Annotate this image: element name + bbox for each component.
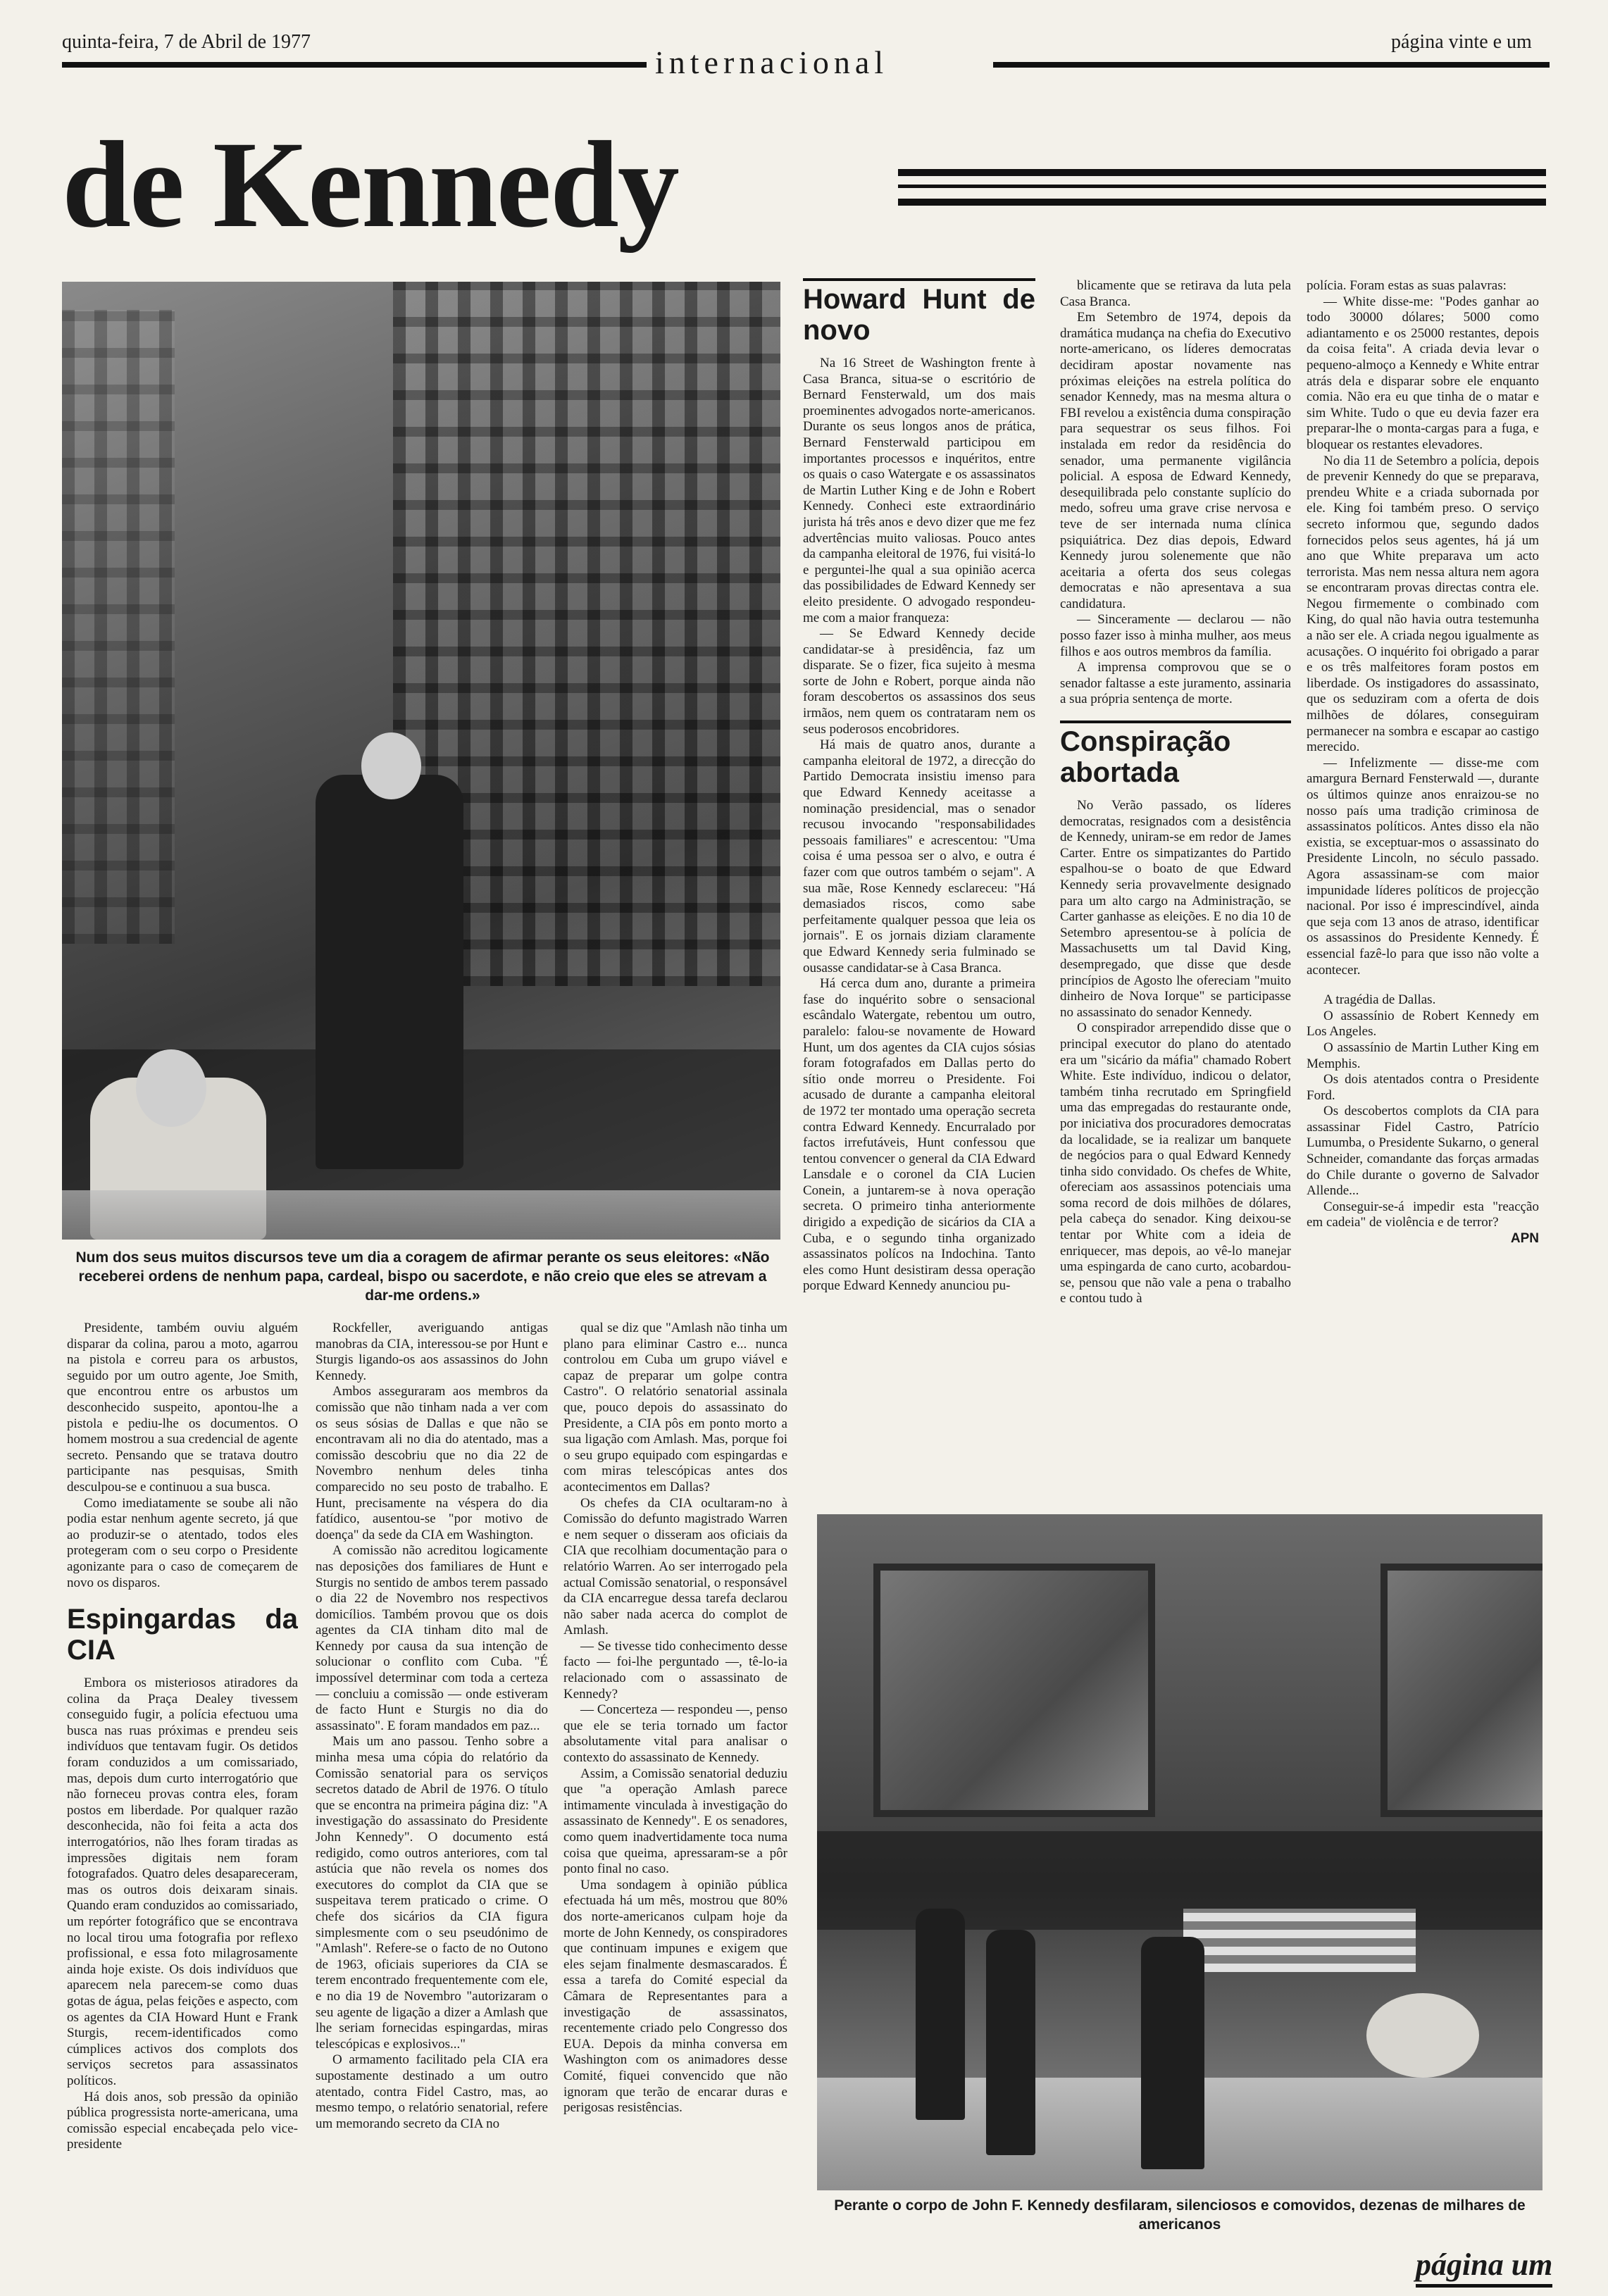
paragraph: Na 16 Street de Washington frente à Casa Branca, situa-se o escritório de Bernard Fensterwald, um dos mais proeminentes advogados norte-americanos. Durante os seus longos anos de prática, Bernard Fensterwald participou em importantes processos e inquéritos, entre os quais o caso Watergate e os assassinatos de Martin Luther King e de John e Robert Kennedy. Conheci este extraordinário jurista há três anos e devo dizer que me fez advertências muito valiosas. Pouco antes da campanha eleitoral de 1976, fui visitá-lo e perguntei-lhe qual a sua opinião acerca das possibilidades de Edward Kennedy ser eleito presidente. O advogado respondeu-me com a maior franqueza:	[803, 356, 1035, 625]
paragraph: A imprensa comprovou que se o senador faltasse a este juramento, assinaria a sua própria sentença de morte.	[1060, 660, 1291, 707]
masthead-date: quinta-feira, 7 de Abril de 1977	[62, 31, 311, 53]
article-column-1	[67, 1321, 298, 2261]
signature: APN	[1510, 1231, 1539, 1247]
headline-rule-2	[898, 185, 1546, 188]
article-column-2	[316, 1321, 548, 2261]
paragraph: Assim, a Comissão senatorial deduziu que "a operação Amlash parece intimamente vinculada à investigação do assassinato de Kennedy". E os senadores, como quem inadvertidamente toca numa coisa que queima, apressaram-se a pôr ponto final no caso.	[563, 1766, 787, 1877]
paragraph: — Sinceramente — declarou — não posso fazer isso à minha mulher, aos meus filhos e aos outros membros da família.	[1060, 612, 1291, 659]
subheading-espingardas: Espingardas da CIA	[67, 1604, 298, 1666]
headline: de Kennedy	[62, 116, 678, 254]
article-column-4	[1060, 278, 1291, 1451]
photo1-caption: Num dos seus muitos discursos teve um dia a coragem de afirmar perante os seus eleitores: «Não receberei ordens de nenhum papa, cardeal, bispo ou sacerdote, e não creio que eles se atrevam a dar-me ordens.»	[75, 1249, 770, 1304]
paragraph: — Infelizmente — disse-me com amargura Bernard Fensterwald —, durante os últimos quinze anos enraizou-se no nosso país uma tradição criminosa de assassinatos políticos. Antes disso ela não existia, se exceptuar-mos o assassinato do Presidente Lincoln, no século passado. Agora assassinam-se com maior impunidade líderes políticos de projecção nacional. Por isso é imprescindível, ainda que seja com 13 anos de atraso, identificar os assassinos do Presidente Kennedy. É essencial fazê-lo para que isso não volte a acontecer.	[1307, 755, 1539, 978]
list-item: O assassínio de Martin Luther King em Memphis.	[1307, 1040, 1539, 1071]
paragraph: qual se diz que "Amlash não tinha um plano para eliminar Castro e... nunca controlou em Cuba um grupo viável e capaz de preparar um golpe contra Castro". O relatório senatorial assinala que, pouco depois do assassinato do Presidente, a CIA pôs em ponto morto a sua ligação com Amlash. Mas, porque foi o seu grupo equipado com espingardas e com miras telescópicas antes dos acontecimentos em Dallas?	[563, 1321, 787, 1495]
list-item: A tragédia de Dallas.	[1323, 992, 1436, 1008]
paragraph: blicamente que se retirava da luta pela Casa Branca.	[1060, 278, 1291, 309]
paragraph: O armamento facilitado pela CIA era supostamente destinado a um outro atentado, contra Fidel Castro, mas, ao mesmo tempo, o relatório senatorial, refere um memorando secreto da CIA no	[316, 2052, 548, 2131]
masthead-page-number: página vinte e um	[1391, 31, 1532, 53]
article-column-3-upper	[803, 278, 1035, 1317]
paragraph: Uma sondagem à opinião pública efectuada há um mês, mostrou que 80% dos norte-americanos culpam hoje da morte de John Kennedy, os conspiradores que continuam impunes e exigem que eles sejam finalmente desmascarados. É essa a tarefa do Comité especial da Câmara de Representantes para a investigação de assassinatos, recentemente criado pelo Congresso dos EUA. Depois da minha conversa em Washington com os animadores desse Comité, fiquei convencido que não ignoram que terão de encarar duras e perigosas resistências.	[563, 1877, 787, 2116]
subheading-howard-hunt: Howard Hunt de novo	[803, 278, 1035, 346]
photo2-caption: Perante o corpo de John F. Kennedy desfilaram, silenciosos e comovidos, dezenas de milhares de americanos	[834, 2197, 1526, 2233]
paragraph: — Se tivesse tido conhecimento desse facto — foi-lhe perguntado —, tê-lo-ia relacionado com o assassinato de Kennedy?	[563, 1638, 787, 1702]
paragraph: Presidente, também ouviu alguém disparar da colina, parou a moto, agarrou na pistola e correu para os arbustos, seguido por um outro agente, Joe Smith, que encontrou entre os arbustos um desconhecido suspeito, apontou-lhe a pistola e pediu-lhe os documentos. O homem mostrou a sua credencial de agente secreto. Pensando que se tratava doutro participante nas pesquisas, Smith desculpou-se e continuou a sua busca.	[67, 1321, 298, 1495]
masthead-rule-right	[993, 62, 1550, 68]
paragraph: Ambos asseguraram aos membros da comissão que não tinham nada a ver com os seus sósias de Dallas e que não se encontravam ali no dia do atentado, mas a comissão descobriu que no dia 22 de Novembro nenhum deles tinha comparecido no seu posto de trabalho. E Hunt, precisamente na véspera do dia fatídico, ausentou-se "por motivo de doença" da sede da CIA em Washington.	[316, 1384, 548, 1542]
section-title: internacional	[655, 44, 889, 80]
paragraph: A comissão não acreditou logicamente nas deposições dos familiares de Hunt e Sturgis no sentido de ambos terem passado o dia 22 de Novembro nos respectivos domicílios. Também provou que os dois agentes da CIA tinham dito mal de Kennedy por causa da sua intenção de solucionar o conflito com Cuba. "É impossível determinar com toda a certeza — concluiu a comissão — onde estiveram de facto Hunt e Sturgis no dia do assassinato". E foram mandados em paz...	[316, 1543, 548, 1733]
paragraph: No dia 11 de Setembro a polícia, depois de prevenir Kennedy do que se preparava, prendeu White e a criada subornada por ele. King foi também preso. O serviço secreto informou que, segundo dados fornecidos pelos seus agentes, há já um ano que White preparava um acto terrorista. Mas nem nessa altura nem agora se encontraram provas directas contra ele. Negou firmemente o combinado com King, do qual não havia outra testemunha a não ser ele. A criada negou igualmente as acusações. O inquérito foi obrigado a parar e os três malfeitores foram postos em liberdade. Os instigadores do assassinato, que os seduziram com a oferta de dois milhões de dólares, conseguiram permanecer na sombra e escapar ao castigo merecido.	[1307, 453, 1539, 755]
paragraph: Há mais de quatro anos, durante a campanha eleitoral de 1972, a direcção do Partido Democrata insistiu imenso para que Edward Kennedy aceitasse a nominação presidencial, mas o senador recusou invocando "responsabilidades pessoais familiares" e acrescentou: "Uma coisa é uma pessoa ser o alvo, e outra é fazer com que outros também o sejam". A sua mãe, Rose Kennedy esclareceu: "Há demasiados riscos, como sabe perfeitamente qualquer pessoa que leia os jornais". E os jornais diziam claramente que Edward Kennedy seria fulminado se ousasse candidatar-se à Casa Branca.	[803, 737, 1035, 975]
paragraph: Em Setembro de 1974, depois da dramática mudança na chefia do Executivo norte-americano, os líderes democratas decidiram apostar novamente nas próximas eleições na estrela política do senador Kennedy, mas na mesma altura o FBI revelou a existência duma conspiração para sequestrar os seus filhos. Foi instalada em redor da residência do senador, uma permanente vigilância policial. A esposa de Edward Kennedy, desequilibrada pelo constante suplício do medo, sofreu uma grave crise nervosa e teve de ser internada numa clínica psiquiátrica. Dez dias depois, Edward Kennedy jurou solenemente que não aceitaria a oferta dos seus colegas democratas e não apresentava a sua candidatura.	[1060, 310, 1291, 611]
list-item: O assassínio de Robert Kennedy em Los Angeles.	[1307, 1008, 1539, 1040]
article-column-3-lower	[563, 1321, 787, 2261]
paragraph: Como imediatamente se soube ali não podia estar nenhum agente secreto, já que ao produzir-se o atentado, todos eles protegeram com o seu corpo o Presidente agonizante para o caso de começarem de novo os disparos.	[67, 1495, 298, 1590]
headline-rule-1	[898, 169, 1546, 176]
list-item: Os descobertos complots da CIA para assassinar Fidel Castro, Patrício Lumumba, o Presidente Sukarno, o general Schneider, comandante das forças armadas do Chile durante o governo de Salvador Allende...	[1307, 1104, 1539, 1199]
list-item: Os dois atentados contra o Presidente Ford.	[1307, 1072, 1539, 1103]
paragraph: polícia. Foram estas as suas palavras:	[1307, 278, 1507, 293]
paragraph: — Se Edward Kennedy decide candidatar-se à presidência, faz um disparate. Se o fizer, fica sujeito à mesma sorte de John e Robert, porque ainda não foram descobertos os assassinos dos seus irmãos, nem quem os contrataram nem os seus poderosos encobridores.	[803, 626, 1035, 737]
subheading-conspiracao: Conspiração abortada	[1060, 720, 1291, 788]
paragraph: Embora os misteriosos atiradores da colina da Praça Dealey tivessem conseguido fugir, a polícia efectuou uma busca nas ruas próximas e prendeu seis indivíduos que tentavam fugir. Os detidos foram conduzidos a um comissariado, mas, depois dum curto interrogatório que não forneceu provas contra eles, foram postos em liberdade. Por qualquer razão desconhecida, não foi feita a acta dos interrogatórios, não lhes foram tiradas as impressões digitais nem foram fotografados. Quatro deles desapareceram, mas os outros dois deixaram sinais. Quando eram conduzidos ao comissariado, um repórter fotográfico que se encontrava no local tirou uma fotografia por reflexo profissional, e essa foto milagrosamente ainda hoje existe. Os dois indivíduos que aparecem nela parecem-se como duas gotas de água, pelas feições e aspecto, com os agentes da CIA Howard Hunt e Frank Sturgis, recem-identificados como cúmplices activos dos complots dos serviços secretos para assassinatos políticos.	[67, 1676, 298, 2088]
paragraph: Rockfeller, averiguando antigas manobras da CIA, interessou-se por Hunt e Sturgis ligando-os aos assassinos do John Kennedy.	[316, 1321, 548, 1383]
masthead-rule-left	[62, 62, 647, 68]
paragraph: No Verão passado, os líderes democratas, resignados com a desistência de Kennedy, uniram-se em redor de James Carter. Entre os simpatizantes do Partido espalhou-se o boato de que Edward Kennedy seria provavelmente designado para um alto cargo na Administração, se Carter ganhasse as eleições. E no dia 10 de Setembro apresentou-se à polícia de Massachusetts um tal David King, desempregado, que disse que desde princípios de Agosto lhe ofereciam "muito dinheiro de Nova Iorque" se participasse no assassinato do senador Kennedy.	[1060, 798, 1291, 1020]
headline-rule-3	[898, 199, 1546, 206]
paragraph: Mais um ano passou. Tenho sobre a minha mesa uma cópia do relatório da Comissão senatorial para os serviços secretos datado de Abril de 1976. O título que se encontra na primeira página diz: "A investigação do assassinato do Presidente John Kennedy". O documento está redigido, como outros anteriores, com tal astúcia que não revela os nomes dos executores do complot da CIA que se suspeitava terem praticado o crime. O chefe dos sicários da CIA figura simplesmente com o seu pseudónimo de "Amlash". Refere-se o facto de no Outono de 1963, oficiais superiores da CIA se terem encontrado frequentemente com ele, e no dia 19 de Novembro "autorizaram o seu agente de ligação a dizer a Amlash que lhe seriam fornecidas espingardas, miras telescópicas e explosivos..."	[316, 1734, 548, 2052]
paragraph: Os chefes da CIA ocultaram-no à Comissão do defunto magistrado Warren e nem sequer o disseram aos oficiais da CIA que recolhiam documentação para o relatório Warren. Ao ser interrogado pela actual Comissão senatorial, o responsável da CIA encarregue dessa tarefa declarou não saber nada acerca do complot de Amlash.	[563, 1495, 787, 1638]
kennedy-speech-photo	[62, 282, 780, 1240]
list-item: Conseguir-se-á impedir esta "reacção em cadeia" de violência e de terror?	[1307, 1199, 1539, 1230]
paragraph: O conspirador arrependido disse que o principal executor do plano do atentado era um "sicário da máfia" chamado Robert White. Este indivíduo, indicou o delator, também tinha recrutado em Springfield uma das empregadas do restaurante onde, por iniciativa dos procuradores democratas da localidade, se ia realizar um banquete de negócios para o qual Edward Kennedy tinha sido convidado. Os chefes de White, ofereciam aos assassinos potenciais uma soma record de dois milhões de dólares, pela cabeça do senador. King deixou-se tentar por White com a ideia de enriquecer, mas depois, ao vê-lo manejar uma espingarda de cano curto, acobardou-se, pensou que não vale a pena o trabalho e contou tudo à	[1060, 1021, 1291, 1306]
paragraph: — White disse-me: "Podes ganhar ao todo 30000 dólares; 5000 como adiantamento e os 25000 restantes, depois da coisa feita". A criada devia levar o pequeno-almoço a Kennedy e White entrar atrás dela e disparar sobre ele enquanto comia. Não era eu que tinha de o matar e sim White. Tudo o que eu devia fazer era preparar-lhe o monta-cargas para a fuga, e bloquear os restantes elevadores.	[1307, 294, 1539, 452]
article-column-5	[1307, 278, 1539, 1451]
paragraph: — Concerteza — respondeu —, penso que ele se teria tornado um factor absolutamente vital para analisar o contexto do assassinato de Kennedy.	[563, 1702, 787, 1766]
lying-in-state-photo	[817, 1514, 1542, 2190]
footer-page-label: página um	[1416, 2247, 1552, 2288]
paragraph: Há cerca dum ano, durante a primeira fase do inquérito sobre o sensacional escândalo Watergate, rebentou um outro, paralelo: falou-se novamente de Howard Hunt, um dos agentes da CIA cujos sósias foram fotografados em Dallas perto do sítio onde morreu o Presidente. Foi acusado de durante a campanha eleitoral de 1972 ter montado uma operação secreta contra Edward Kennedy. Encurralado por factos irrefutáveis, Hunt confessou que tentou convencer o general da CIA Edward Lansdale e o coronel da CIA Lucien Conein, a juntarem-se à nova operação secreta. O primeiro tinha anteriormente dirigido a expedição de sicários da CIA a Cuba, e o segundo tinha organizado assassinatos polícos na Indochina. Tanto eles como Hunt desistiram dessa operação porque Edward Kennedy anunciou pu-	[803, 976, 1035, 1294]
paragraph: Há dois anos, sob pressão da opinião pública progressista norte-americana, uma comissão especial encabeçada pelo vice-presidente	[67, 2089, 298, 2152]
